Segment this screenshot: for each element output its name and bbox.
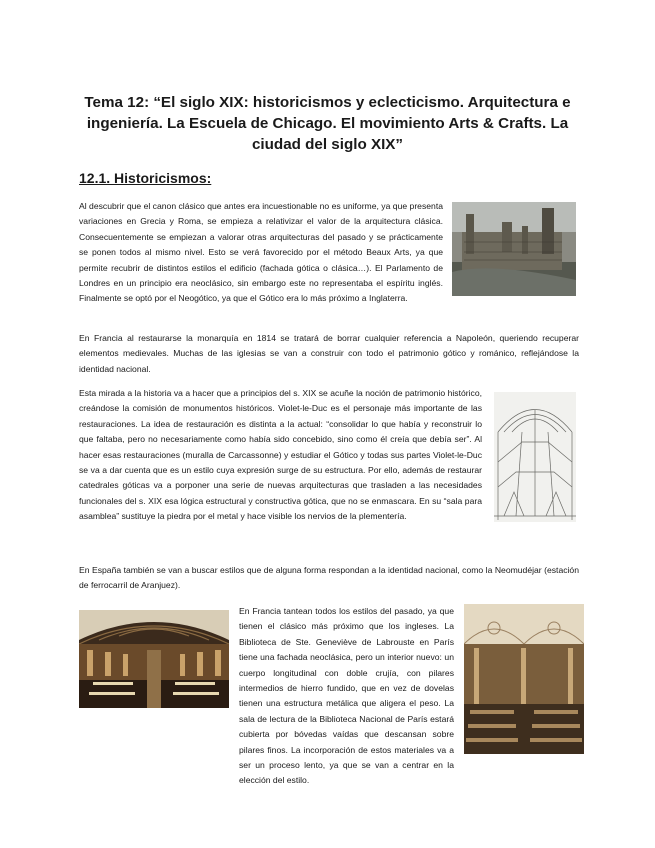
library-ste-genevieve-photo xyxy=(79,610,229,708)
paragraph-3: Esta mirada a la historia va a hacer que a principios del s. XIX se acuñe la noción de patrimonio histórico, creándose la comisión de monumentos históricos. Violet-le-Duc es el personaje más importante de las restauraciones. La idea de restauración es distinta a la actual: “consolidar lo que había y reconstruir lo que faltaba, pero no necesariamente como había sido concebido, sino como él creía que debía ser”. Al hacer esas restauraciones (muralla de Carcassonne) y estudiar el Gótico y todas sus partes Violet-le-Duc se va a dar cuenta que es un estilo cuya expresión surge de su estructura. Por ello, además de restaurar catedrales góticas va a porponer una serie de nuevas arquitecturas que trasladen a las necesidades funcionales del s. XIX esa lógica estructural y constructiva gótica, que no se enmascara. En su “sala para asamblea” sustituye la piedra por el metal y hace visible los nervios de la plementería. xyxy=(79,388,482,522)
parliament-photo xyxy=(452,202,576,296)
paragraph-5: En Francia tantean todos los estilos del pasado, ya que tienen el clásico más próximo que los ingleses. La Biblioteca de Ste. Geneviève de Labrouste en París tiene una fachada neoclásica, pero un interior nuevo: un cuerpo longitudinal con doble crujía, con pilares intermedios de hierro fundido, que en vez de dovelas tienen una estructura metálica que aligera el peso. La sala de lectura de la Biblioteca Nacional de París estará cubierta por bóvedas vaídas que descansan sobre pilares finos. La incorporación de estos materiales va a ser un proceso lento, ya que se van a centrar en la elección del estilo. xyxy=(239,606,454,786)
biblioteca-nacional-paris-photo xyxy=(464,604,584,754)
paragraph-1: Al descubrir que el canon clásico que antes era incuestionable no es uniforme, ya que presenta variaciones en Grecia y Roma, se empieza a relativizar el valor de la arquitectura clásica. Consecuentemente se empiezan a valorar otras arquitecturas del pasado y se prácticamente se ponen todos al mismo nivel. Esto se verá favorecido por el método Beaux Arts, ya que permite recubrir de distintos estilos el edificio (fachada gótica o clásica…). El Parlamento de Londres en un principio era neoclásico, sin embargo este no representaba el espíritu inglés. Finalmente se optó por el Neogótico, ya que el Gótico era lo más próximo a Inglaterra. xyxy=(79,201,443,304)
paragraph-2: En Francia al restaurarse la monarquía en 1814 se tratará de borrar cualquier referencia a Napoleón, queriendo recuperar elementos medievales. Muchas de las iglesias se van a construir con todo el patrimonio gótico y románico, reflejándose la identidad nacional. xyxy=(79,333,579,374)
document-title: Tema 12: “El siglo XIX: historicismos y eclecticismo. Arquitectura e ingeniería. La Escuela de Chicago. El movimiento Arts & Crafts. La ciudad del siglo XIX” xyxy=(84,94,571,153)
assembly-hall-sketch xyxy=(494,392,576,522)
paragraph-4: En España también se van a buscar estilos que de alguna forma respondan a la identidad nacional, como la Neomudéjar (estación de ferrocarril de Aranjuez). xyxy=(79,565,579,591)
section-heading: 12.1. Historicismos: xyxy=(79,170,212,186)
